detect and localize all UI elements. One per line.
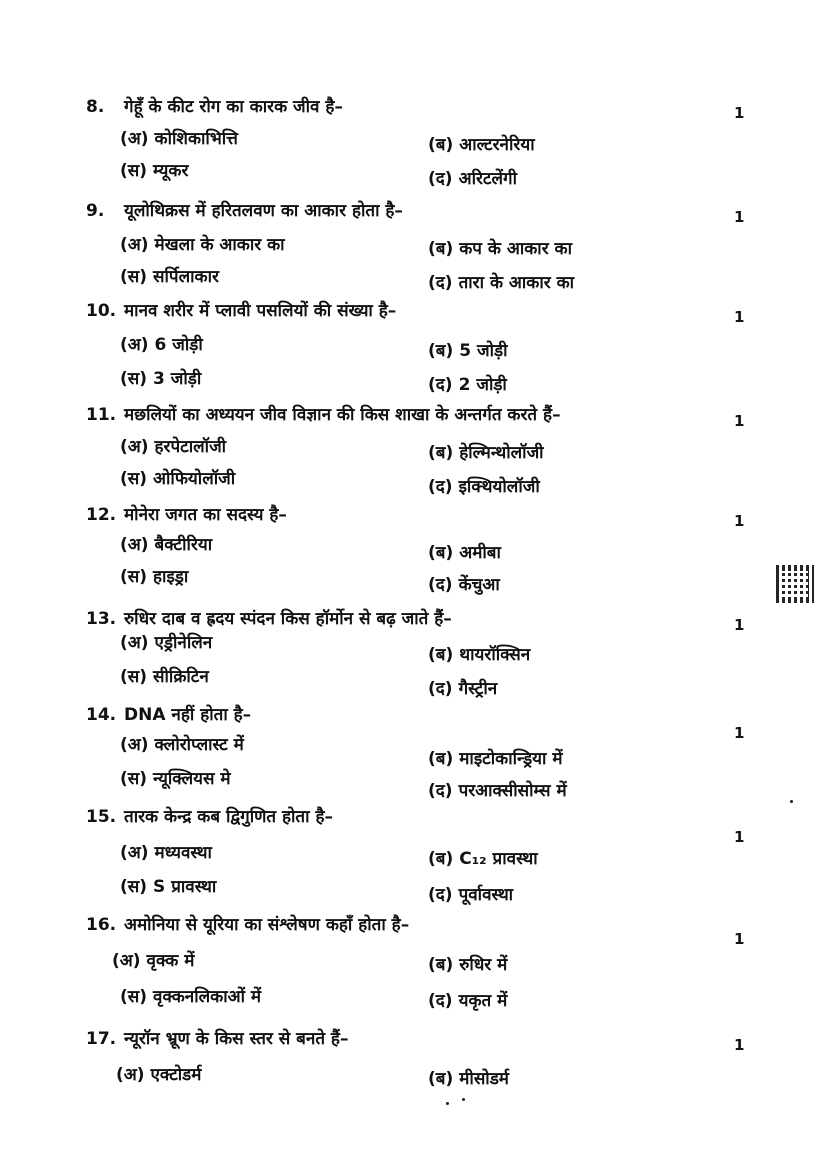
question-number: 11. bbox=[86, 405, 117, 425]
question-number: 14. bbox=[86, 705, 117, 725]
question-marks: 1 bbox=[734, 724, 745, 742]
question-marks: 1 bbox=[734, 616, 745, 634]
question-number: 10. bbox=[86, 301, 117, 321]
option-a: (अ) एड्रीनेलिन bbox=[120, 633, 213, 653]
option-d: (द) अरिटलेंगी bbox=[428, 169, 517, 189]
option-b: (ब) रुधिर में bbox=[428, 955, 508, 975]
option-d: (द) यकृत में bbox=[428, 991, 508, 1011]
question-text: तारक केन्द्र कब द्विगुणित होता है– bbox=[124, 807, 333, 827]
question-number: 9. bbox=[86, 201, 105, 221]
question-number: 17. bbox=[86, 1029, 117, 1049]
question-marks: 1 bbox=[734, 512, 745, 530]
option-b: (ब) आल्टरनेरिया bbox=[428, 135, 535, 155]
question-marks: 1 bbox=[734, 828, 745, 846]
option-b: (ब) C₁₂ प्रावस्था bbox=[428, 849, 538, 869]
question-text: न्यूरॉन भ्रूण के किस स्तर से बनते हैं– bbox=[124, 1029, 349, 1049]
option-c: (स) हाइड्रा bbox=[120, 567, 189, 587]
question-text: रुधिर दाब व ह्रदय स्पंदन किस हॉर्मोन से बढ़ जाते हैं– bbox=[124, 609, 452, 629]
option-c: (स) म्यूकर bbox=[120, 161, 189, 181]
option-d: (द) तारा के आकार का bbox=[428, 273, 575, 293]
question-number: 8. bbox=[86, 97, 105, 117]
question-text: मोनेरा जगत का सदस्य है– bbox=[124, 505, 287, 525]
option-d: (द) परआक्सीसोम्स में bbox=[428, 781, 567, 801]
option-d: (द) केंचुआ bbox=[428, 575, 500, 595]
option-c: (स) ओफियोलॉजी bbox=[120, 469, 236, 489]
option-b: (ब) अमीबा bbox=[428, 543, 501, 563]
question-number: 12. bbox=[86, 505, 117, 525]
option-b: (ब) कप के आकार का bbox=[428, 239, 573, 259]
question-text: मछलियों का अध्ययन जीव विज्ञान की किस शाखा के अन्तर्गत करते हैं– bbox=[124, 405, 561, 425]
question-marks: 1 bbox=[734, 104, 745, 122]
option-a: (अ) बैक्टीरिया bbox=[120, 535, 213, 555]
option-a: (अ) मेखला के आकार का bbox=[120, 235, 285, 255]
option-a: (अ) मध्यवस्था bbox=[120, 843, 212, 863]
option-b: (ब) 5 जोड़ी bbox=[428, 341, 508, 361]
question-marks: 1 bbox=[734, 1036, 745, 1054]
qr-code-icon bbox=[776, 565, 814, 603]
option-a: (अ) 6 जोड़ी bbox=[120, 335, 203, 355]
option-a: (अ) वृक्क में bbox=[112, 951, 195, 971]
option-c: (स) S प्रावस्था bbox=[120, 877, 217, 897]
scan-speck bbox=[790, 800, 793, 803]
option-c: (स) सीक्रिटिन bbox=[120, 667, 209, 687]
option-b: (ब) माइटोकान्ड्रिया में bbox=[428, 749, 563, 769]
question-text: गेहूँ के कीट रोग का कारक जीव है– bbox=[124, 97, 343, 117]
option-d: (द) गैस्ट्रीन bbox=[428, 679, 498, 699]
option-a: (अ) हरपेटालॉजी bbox=[120, 437, 227, 457]
option-a: (अ) क्लोरोप्लास्ट में bbox=[120, 735, 244, 755]
scan-speck bbox=[462, 1098, 465, 1101]
option-c: (स) वृक्कनलिकाओं में bbox=[120, 987, 262, 1007]
question-text: DNA नहीं होता है– bbox=[124, 705, 252, 725]
option-c: (स) सर्पिलाकार bbox=[120, 267, 219, 287]
option-b: (ब) मीसोडर्म bbox=[428, 1069, 509, 1089]
option-a: (अ) एक्टोडर्म bbox=[116, 1065, 202, 1085]
scan-speck bbox=[446, 1102, 449, 1105]
question-text: अमोनिया से यूरिया का संश्लेषण कहाँ होता है– bbox=[124, 915, 410, 935]
option-c: (स) न्यूक्लियस मे bbox=[120, 769, 231, 789]
option-b: (ब) हेल्मिन्थोलॉजी bbox=[428, 443, 544, 463]
option-b: (ब) थायरॉक्सिन bbox=[428, 645, 531, 665]
question-marks: 1 bbox=[734, 208, 745, 226]
question-text: यूलोथिक्रस में हरितलवण का आकार होता है– bbox=[124, 201, 403, 221]
option-a: (अ) कोशिकाभित्ति bbox=[120, 129, 238, 149]
question-marks: 1 bbox=[734, 412, 745, 430]
option-d: (द) 2 जोड़ी bbox=[428, 375, 507, 395]
question-marks: 1 bbox=[734, 308, 745, 326]
question-number: 13. bbox=[86, 609, 117, 629]
question-marks: 1 bbox=[734, 930, 745, 948]
option-d: (द) पूर्वावस्था bbox=[428, 885, 514, 905]
question-number: 15. bbox=[86, 807, 117, 827]
option-d: (द) इक्थियोलॉजी bbox=[428, 477, 540, 497]
question-number: 16. bbox=[86, 915, 117, 935]
option-c: (स) 3 जोड़ी bbox=[120, 369, 202, 389]
question-text: मानव शरीर में प्लावी पसलियों की संख्या है– bbox=[124, 301, 397, 321]
